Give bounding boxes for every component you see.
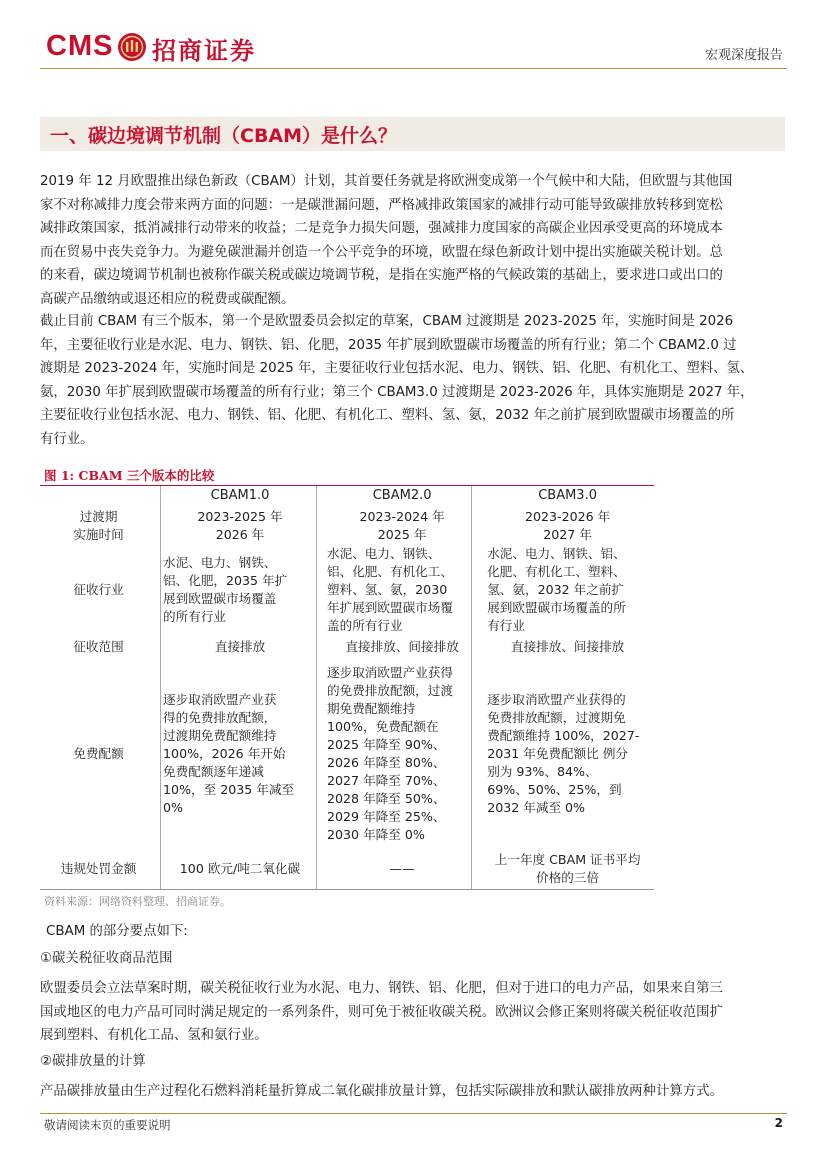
table-cell: ——	[389, 861, 415, 876]
figure-source: 资料来源：网络资料整理、招商证券。	[44, 895, 231, 908]
page-header	[0, 0, 827, 70]
text-line: 减排政策国家，抵消减排行动带来的收益；二是竞争力损失问题，强减排力度国家的高碳企业因承受更高的环境成本	[40, 221, 723, 236]
text-line: 2019 年 12 月欧盟推出绿色新政（CBAM）计划，其首要任务就是将欧洲变成第一个气候中和大陆，但欧盟与其他国	[40, 174, 733, 189]
table-cell: 上一年度 CBAM 证书平均 价格的三倍	[494, 852, 641, 885]
paragraph-scope	[40, 977, 785, 1048]
text-line: 渡期是 2023-2024 年，实施时间是 2025 年，主要征收行业包括水泥、电力、钢铁、铝、化肥、有机化工、塑料、氢、	[40, 361, 754, 376]
text-line: ①碳关税征收商品范围	[40, 951, 173, 966]
table-header-cell: CBAM2.0	[372, 488, 432, 503]
table-cell: 100 欧元/吨二氧化碳	[179, 861, 301, 876]
table-header-cell	[40, 485, 157, 507]
footer-disclaimer: 敬请阅读末页的重要说明	[44, 1118, 171, 1132]
paragraph-calculation	[40, 1080, 785, 1104]
table-cell: 2023-2025 年 2026 年	[197, 509, 283, 542]
table-header-cell: CBAM1.0	[210, 488, 270, 503]
text-line: 高碳产品缴纳或退还相应的税费或碳配额。	[40, 291, 295, 307]
table-cell: 2023-2026 年 2027 年	[524, 509, 611, 542]
text-line: 产品碳排放量由生产过程化石燃料消耗量折算成二氧化碳排放量计算，包括实际碳排放和默认碳排放两种计算方式。	[40, 1084, 723, 1099]
row-label: 违规处罚金额	[60, 861, 137, 876]
header-divider	[40, 68, 787, 69]
paragraph-keypoints-intro	[46, 920, 791, 944]
figure-title: 图 1: CBAM 三个版本的比较	[44, 468, 215, 483]
subheading-calculation	[40, 1050, 785, 1074]
table-header-row	[40, 485, 654, 507]
table-cell: 2023-2024 年 2025 年	[359, 509, 445, 542]
row-label: 过渡期 实施时间	[73, 509, 124, 542]
section-title-band	[40, 117, 785, 151]
table-row-scope	[40, 635, 654, 659]
text-line: 家不对称减排力度会带来两方面的问题：一是碳泄漏问题，严格减排政策国家的减排行动可能导致碳排放转移到宽松	[40, 197, 723, 213]
paragraph-intro	[40, 170, 785, 311]
text-line: 的来看，碳边境调节机制也被称作碳关税或碳边境调节税，是指在实施严格的气候政策的基础上，要求进口或出口的	[40, 268, 723, 283]
cbam-comparison-table	[40, 485, 654, 889]
row-label: 征收行业	[73, 582, 124, 597]
text-line: 氨，2030 年扩展到欧盟碳市场覆盖的所有行业；第三个 CBAM3.0 过渡期是 2023-2026 年，具体实施期是 2027 年，	[40, 384, 754, 400]
table-row-period	[40, 507, 654, 545]
table-cell: 水泥、电力、钢铁、 铝、化肥、有机化工、 塑料、氢、氨，2030 年扩展到欧盟碳市场覆 盖的所有行业	[327, 546, 453, 633]
figure-bottom-rule	[40, 889, 654, 890]
logo-cms-text: CMS	[46, 30, 114, 62]
table-cell: 直接排放	[214, 639, 266, 654]
text-line: 欧盟委员会立法草案时期，碳关税征收行业为水泥、电力、钢铁、铝、化肥，但对于进口的电力产品，如果来自第三	[40, 981, 723, 996]
text-line: 截止目前 CBAM 有三个版本，第一个是欧盟委员会拟定的草案，CBAM 过渡期是 2023-2025 年，实施时间是 2026	[40, 314, 734, 329]
text-line: 有行业。	[40, 431, 94, 447]
table-header-cell: CBAM3.0	[538, 488, 597, 503]
section-title: 一、碳边境调节机制（CBAM）是什么？	[50, 125, 398, 147]
table-cell: 直接排放、间接排放	[345, 639, 459, 654]
table-row-industry	[40, 545, 654, 635]
text-line: ②碳排放量的计算	[40, 1054, 146, 1069]
footer-divider	[40, 1113, 787, 1114]
text-line: 而在贸易中丧失竞争力。为避免碳泄漏并创造一个公平竞争的环境，欧盟在绿色新政计划中提出实施碳关税计划。总	[40, 244, 723, 260]
page-number: 2	[774, 1116, 783, 1130]
table-row-penalty	[40, 849, 654, 889]
text-line: 国或地区的电力产品可同时满足规定的一系列条件，则可免于被征收碳关税。欧洲议会修正案则将碳关税征收范围扩	[40, 1004, 723, 1020]
subheading-scope	[40, 947, 785, 971]
table-cell: 逐步取消欧盟产业获得的 免费排放配额，过渡期免 费配额维持 100%，2027- 2031 年免费配额比 例分 别为 93%、84%、 69%、50%、25%，到 2032 年减至 0%	[487, 692, 640, 815]
table-cell: 逐步取消欧盟产业获 得的免费排放配额， 过渡期免费配额维持 100%，2026 年开始 免费配额逐年递减 10%，至 2035 年减至 0%	[163, 692, 295, 815]
table-cell: 水泥、电力、钢铁、铝、 化肥、有机化工、塑料、 氢、氨，2032 年之前扩 展到欧盟碳市场覆盖的所 有行业	[487, 546, 626, 633]
text-line: 展到塑料、有机化工品、氢和氨行业。	[40, 1028, 268, 1043]
logo-emblem-icon	[117, 32, 147, 62]
text-line: CBAM 的部分要点如下:	[46, 924, 188, 939]
row-label: 免费配额	[73, 746, 124, 761]
text-line: 年，主要征收行业是水泥、电力、钢铁、铝、化肥，2035 年扩展到欧盟碳市场覆盖的所有行业；第二个 CBAM2.0 过	[40, 337, 737, 353]
logo-cn-text: 招商证券	[152, 37, 256, 65]
row-label: 征收范围	[73, 639, 124, 654]
table-row-free-allowance	[40, 659, 654, 849]
table-cell: 逐步取消欧盟产业获得 的免费排放配额，过渡 期免费配额维持 100%，免费配额在 2025 年降至 90%、 2026 年降至 80%、 2027 年降至 70%、 2028 年降至 50%、 2029 年降至 25%、 2030 年降至 0%	[327, 665, 453, 842]
text-line: 主要征收行业包括水泥、电力、钢铁、铝、化肥、有机化工、塑料、氢、氨，2032 年之前扩展到欧盟碳市场覆盖的所	[40, 408, 735, 423]
paragraph-versions	[40, 310, 785, 451]
report-type-label: 宏观深度报告	[704, 48, 783, 63]
table-cell: 直接排放、间接排放	[510, 639, 625, 654]
table-cell: 水泥、电力、钢铁、 铝、化肥，2035 年扩 展到欧盟碳市场覆盖 的所有行业	[163, 555, 288, 624]
